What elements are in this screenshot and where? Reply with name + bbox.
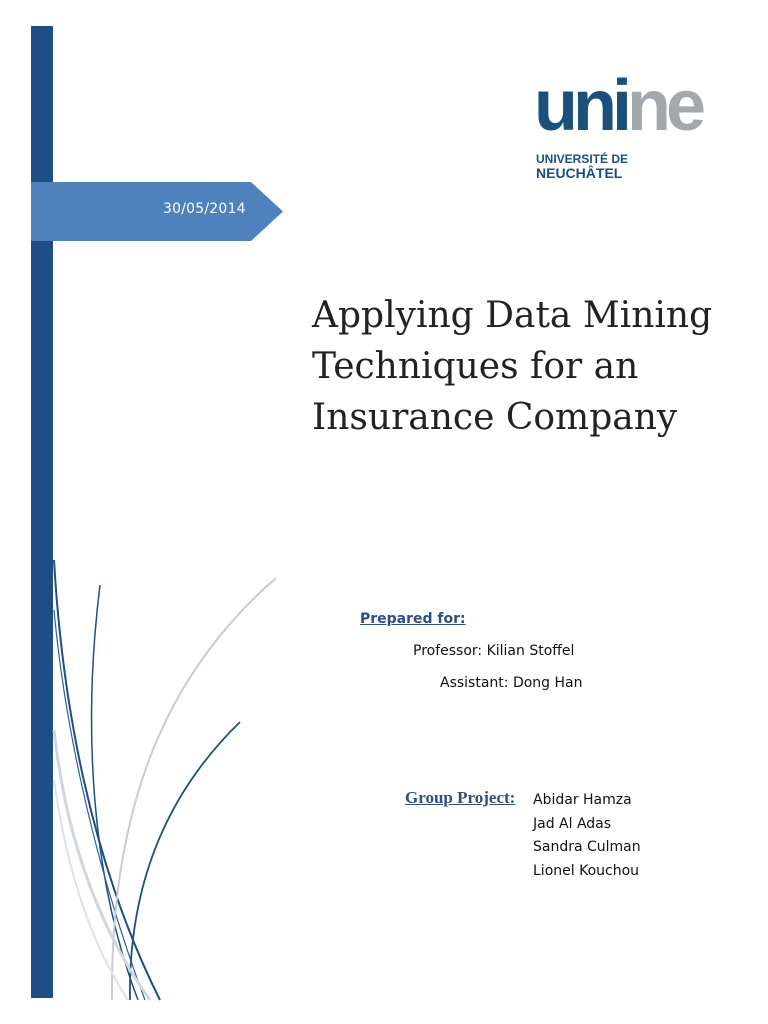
logo-word-light: ne <box>626 66 701 146</box>
logo-line-1: UNIVERSITÉ DE <box>536 152 629 166</box>
group-member: Jad Al Adas <box>533 815 612 832</box>
group-member: Lionel Kouchou <box>533 862 640 879</box>
group-member: Abidar Hamza <box>533 792 632 808</box>
decorative-swoosh-lines <box>0 0 300 1024</box>
prepared-for-label: Prepared for: <box>360 611 466 627</box>
swoosh-line-1 <box>54 560 160 1000</box>
group-members-list <box>533 789 641 883</box>
logo-subtitle <box>536 152 628 180</box>
swoosh-line-5 <box>112 578 276 1000</box>
logo-word-dark: uni <box>534 66 627 146</box>
group-member: Sandra Culman <box>533 839 641 855</box>
logo-line-2: NEUCHÂTEL <box>536 165 623 181</box>
date-text: 30/05/2014 <box>163 201 246 217</box>
assistant-line: Assistant: Dong Han <box>440 675 583 691</box>
logo-wordmark <box>534 66 701 146</box>
university-logo <box>534 66 709 184</box>
group-project-label: Group Project: <box>405 788 516 807</box>
document-title: Applying Data Mining Techniques for an Insurance Company <box>312 295 713 438</box>
professor-line: Professor: Kilian Stoffel <box>413 643 575 659</box>
swoosh-line-4 <box>130 722 240 1000</box>
